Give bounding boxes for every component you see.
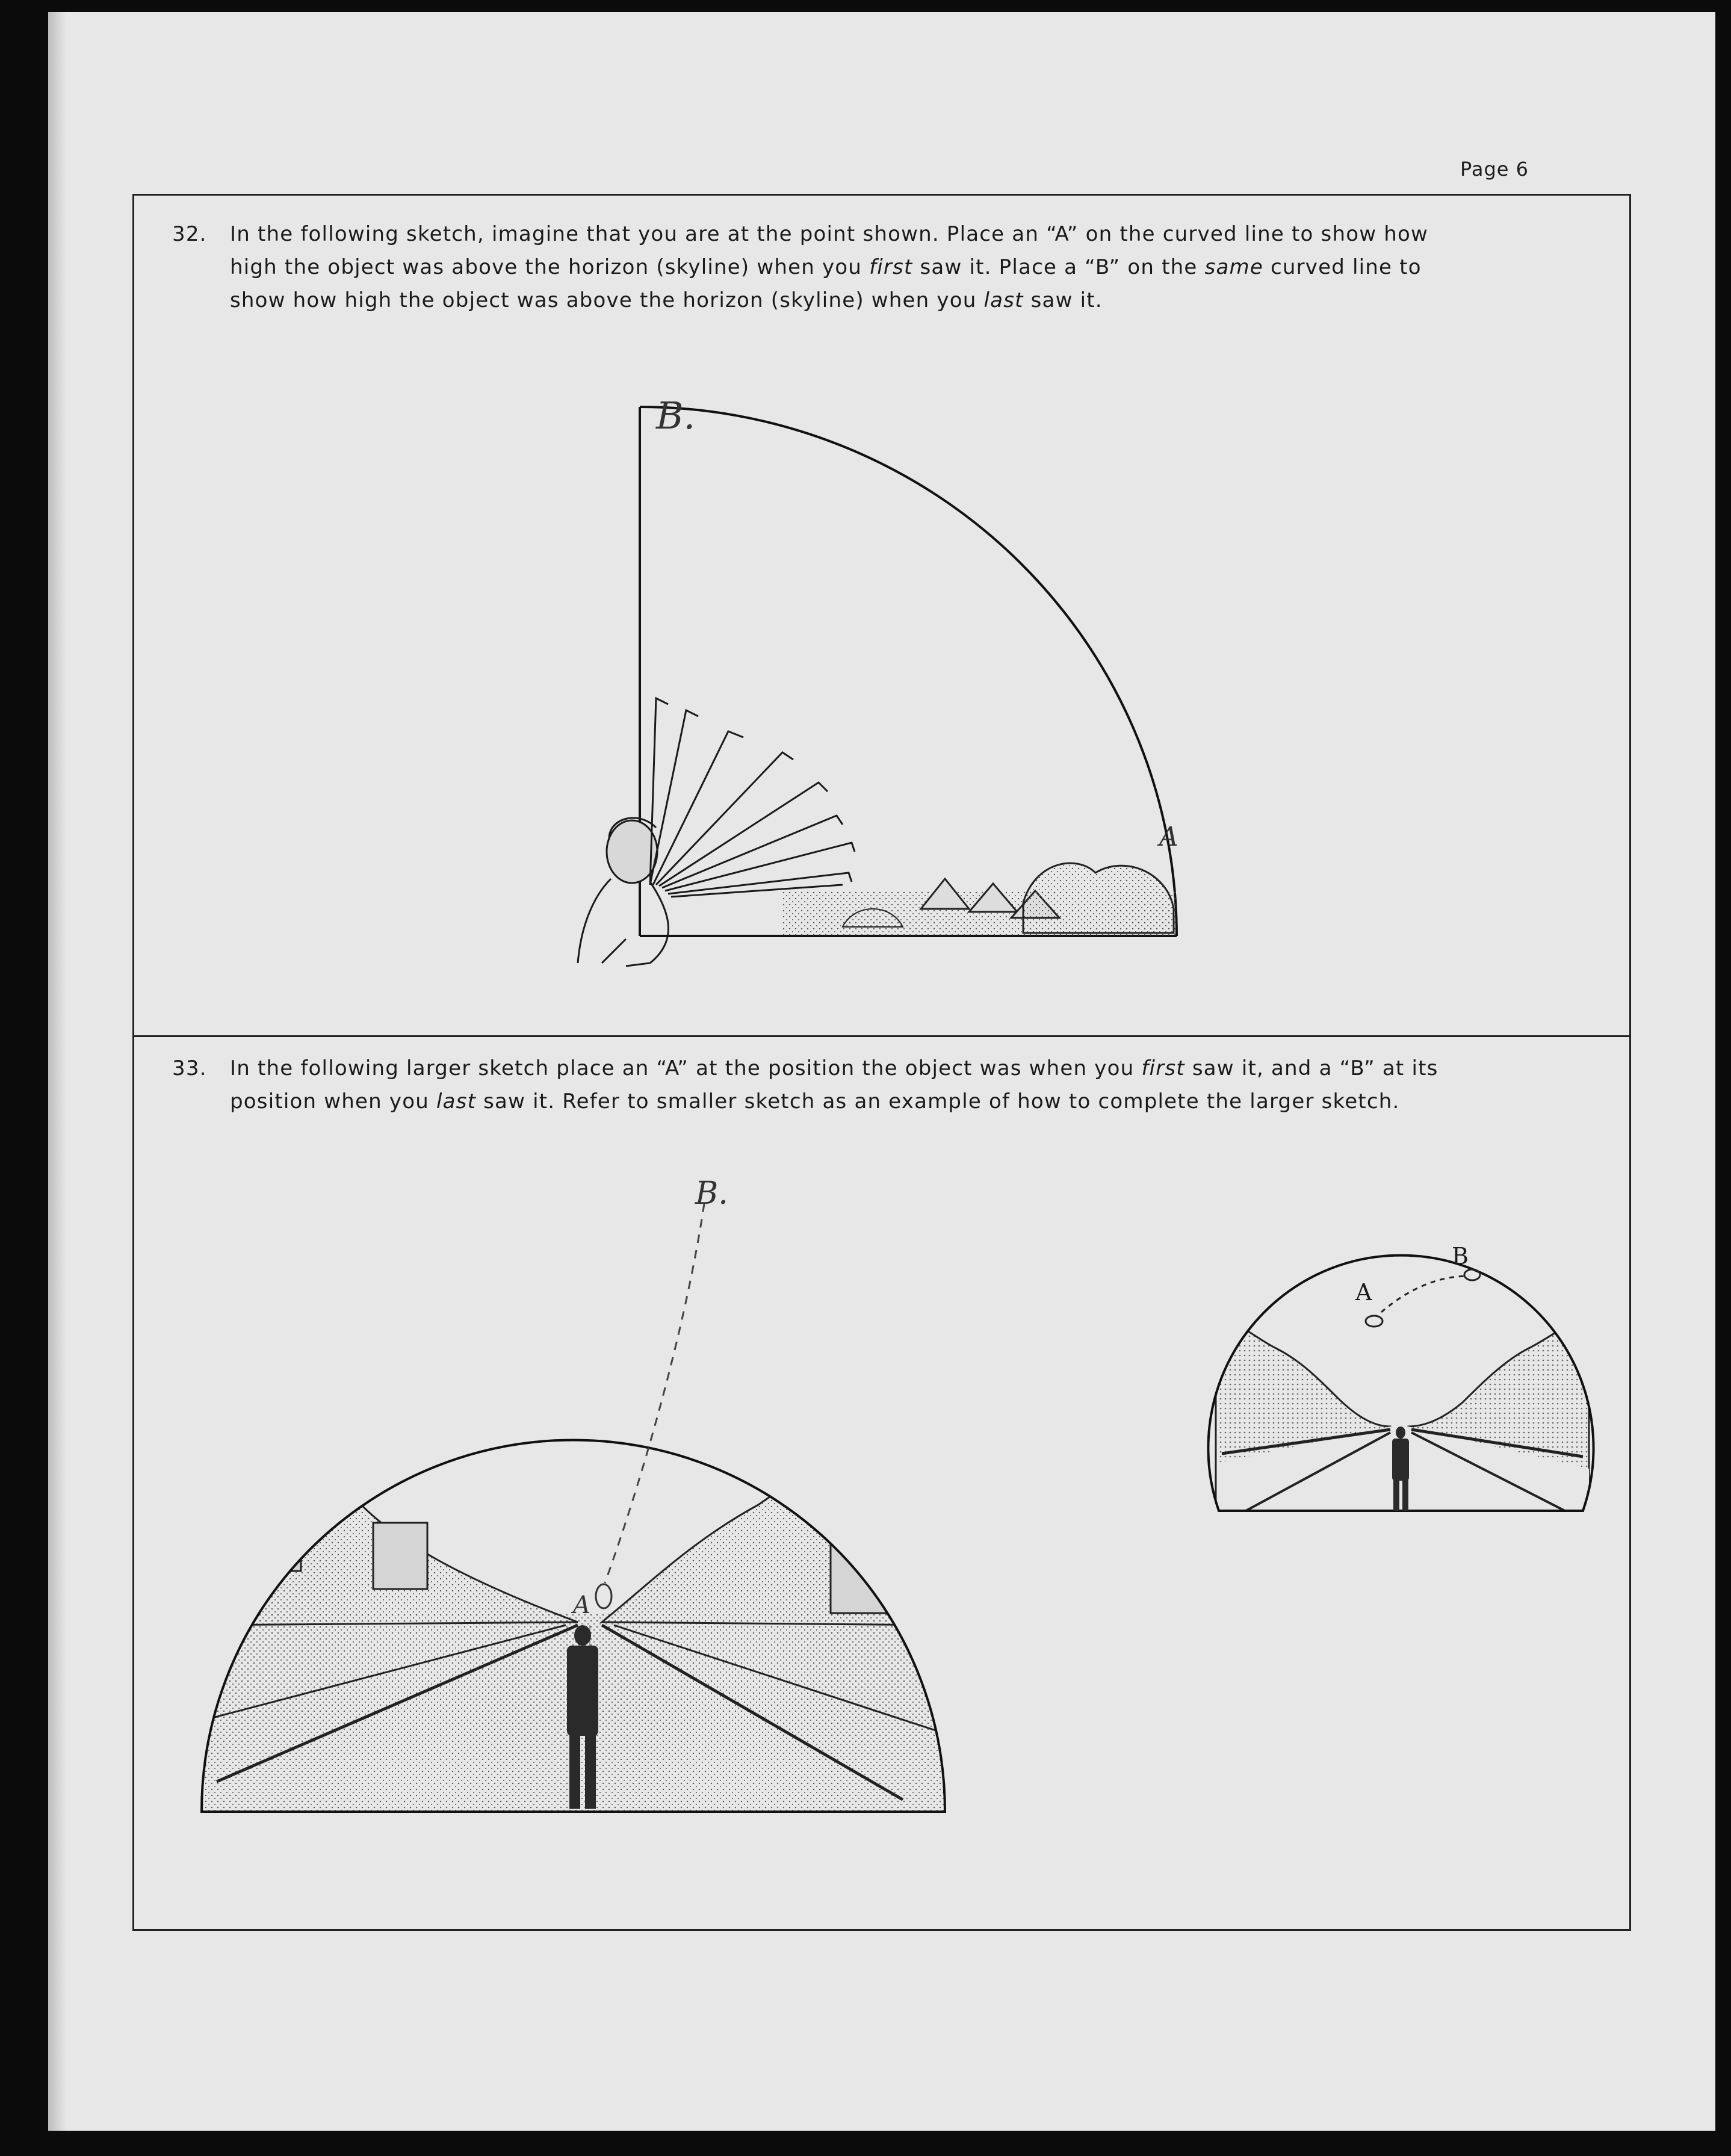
question-32-line-1: In the following sketch, imagine that you are at the point shown. Place an “A” on the curved line to show how [230,222,1428,246]
handwritten-mark-a-dome: A [573,1591,590,1619]
pencil-object-circle [596,1584,612,1608]
altitude-arc [640,407,1177,936]
left-house [229,1463,301,1571]
example-object-b [1464,1269,1480,1280]
question-33-line-1: In the following larger sketch place an “A” at the position the object was when you first saw it, and a “B” at its [230,1056,1438,1080]
example-label-b: B [1452,1243,1469,1269]
question-33-line-2: position when you last saw it. Refer to smaller sketch as an example of how to complete the larger sketch. [230,1089,1400,1114]
handwritten-mark-a-arc: A [1159,822,1178,852]
question-32-line-2: high the object was above the horizon (skyline) when you first saw it. Place a “B” on the same curved line to [230,255,1422,279]
handwritten-mark-b-arc: B. [656,394,696,438]
left-trees [199,1399,578,1625]
pencil-trajectory [605,1204,704,1583]
example-object-a [1366,1316,1383,1327]
example-dome-sketch [1209,1243,1594,1511]
question-32-line-3: show how high the object was above the horizon (skyline) when you last saw it. [230,288,1103,312]
altitude-arc-sketch [578,394,1178,966]
example-trajectory [1381,1276,1469,1312]
large-dome-sketch [199,1176,951,1812]
example-label-a: A [1355,1279,1372,1306]
right-trees [602,1408,945,1625]
page-number: Page 6 [1460,158,1529,181]
question-32-number: 32. [172,222,207,246]
question-33-number: 33. [172,1056,207,1080]
handwritten-mark-b-dome: B. [695,1176,728,1212]
